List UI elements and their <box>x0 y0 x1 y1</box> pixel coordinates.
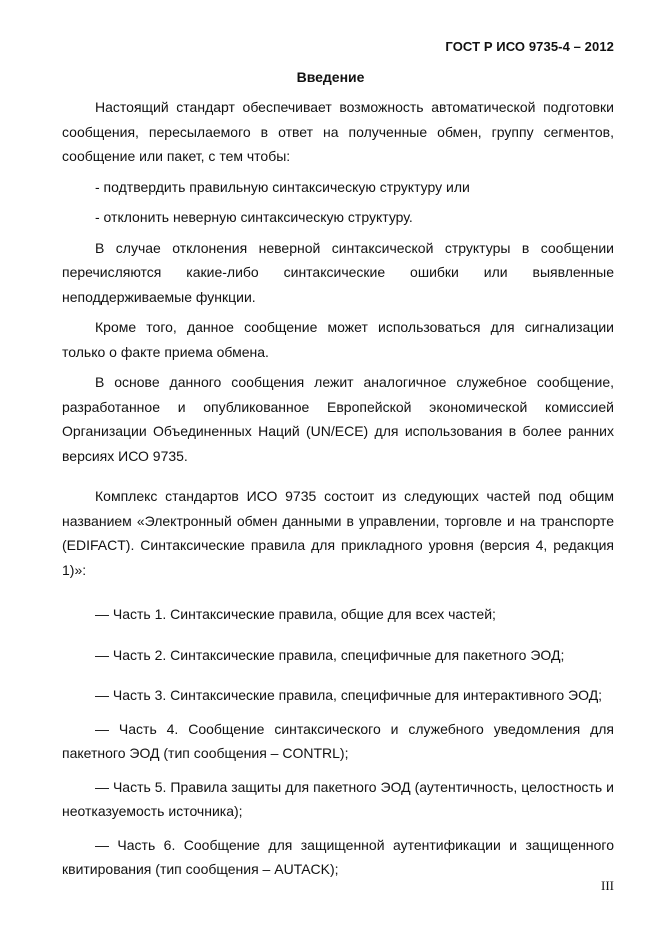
part-item-2: — Часть 2. Синтаксические правила, специфичные для пакетного ЭОД; <box>95 646 565 663</box>
page-number: III <box>601 878 614 893</box>
paragraph-origin: В основе данного сообщения лежит аналогичное служебное сообщение, разработанное и опубликованное Европейской экономической комиссией Организации Объединенных Наций (UN/ECE) для использования в более ранних версиях ИСО 9735. <box>62 374 614 464</box>
paragraph-rejection: В случае отклонения неверной синтаксической структуры в сообщении перечисляются какие-либо синтаксические ошибки или выявленные неподдерживаемые функции. <box>62 239 614 305</box>
section-title: Введение <box>296 69 365 85</box>
part-item-1: — Часть 1. Синтаксические правила, общие для всех частей; <box>95 606 496 622</box>
paragraph-signalling: Кроме того, данное сообщение может использоваться для сигнализации только о факте приема обмена. <box>62 319 614 360</box>
paragraph-series-intro: Комплекс стандартов ИСО 9735 состоит из следующих частей под общим названием «Электронный обмен данными в управлении, торговле и на транспорте (EDIFACT). Синтаксические правила для прикладного уровня (версия 4, редакция 1)»: <box>62 488 614 578</box>
paragraph-purpose: Настоящий стандарт обеспечивает возможность автоматической подготовки сообщения, пересылаемого в ответ на полученные обмен, группу сегментов, сообщение или пакет, с тем чтобы: <box>62 99 614 164</box>
part-item-4: — Часть 4. Сообщение синтаксического и служебного уведомления для пакетного ЭОД (тип сообщения – CONTRL); <box>62 720 614 761</box>
part-item-5: — Часть 5. Правила защиты для пакетного ЭОД (аутентичность, целостность и неотказуемость источника); <box>62 778 614 819</box>
part-item-3: — Часть 3. Синтаксические правила, специфичные для интерактивного ЭОД; <box>95 687 603 703</box>
document-code-header: ГОСТ Р ИСО 9735-4 – 2012 <box>445 39 614 54</box>
part-item-6: — Часть 6. Сообщение для защищенной аутентификации и защищенного квитирования (тип сообщения – AUTACK); <box>62 836 614 877</box>
body-text <box>62 95 614 891</box>
list-item-confirm: - подтвердить правильную синтаксическую структуру или <box>95 178 470 195</box>
list-item-reject: - отклонить неверную синтаксическую структуру. <box>95 209 413 225</box>
